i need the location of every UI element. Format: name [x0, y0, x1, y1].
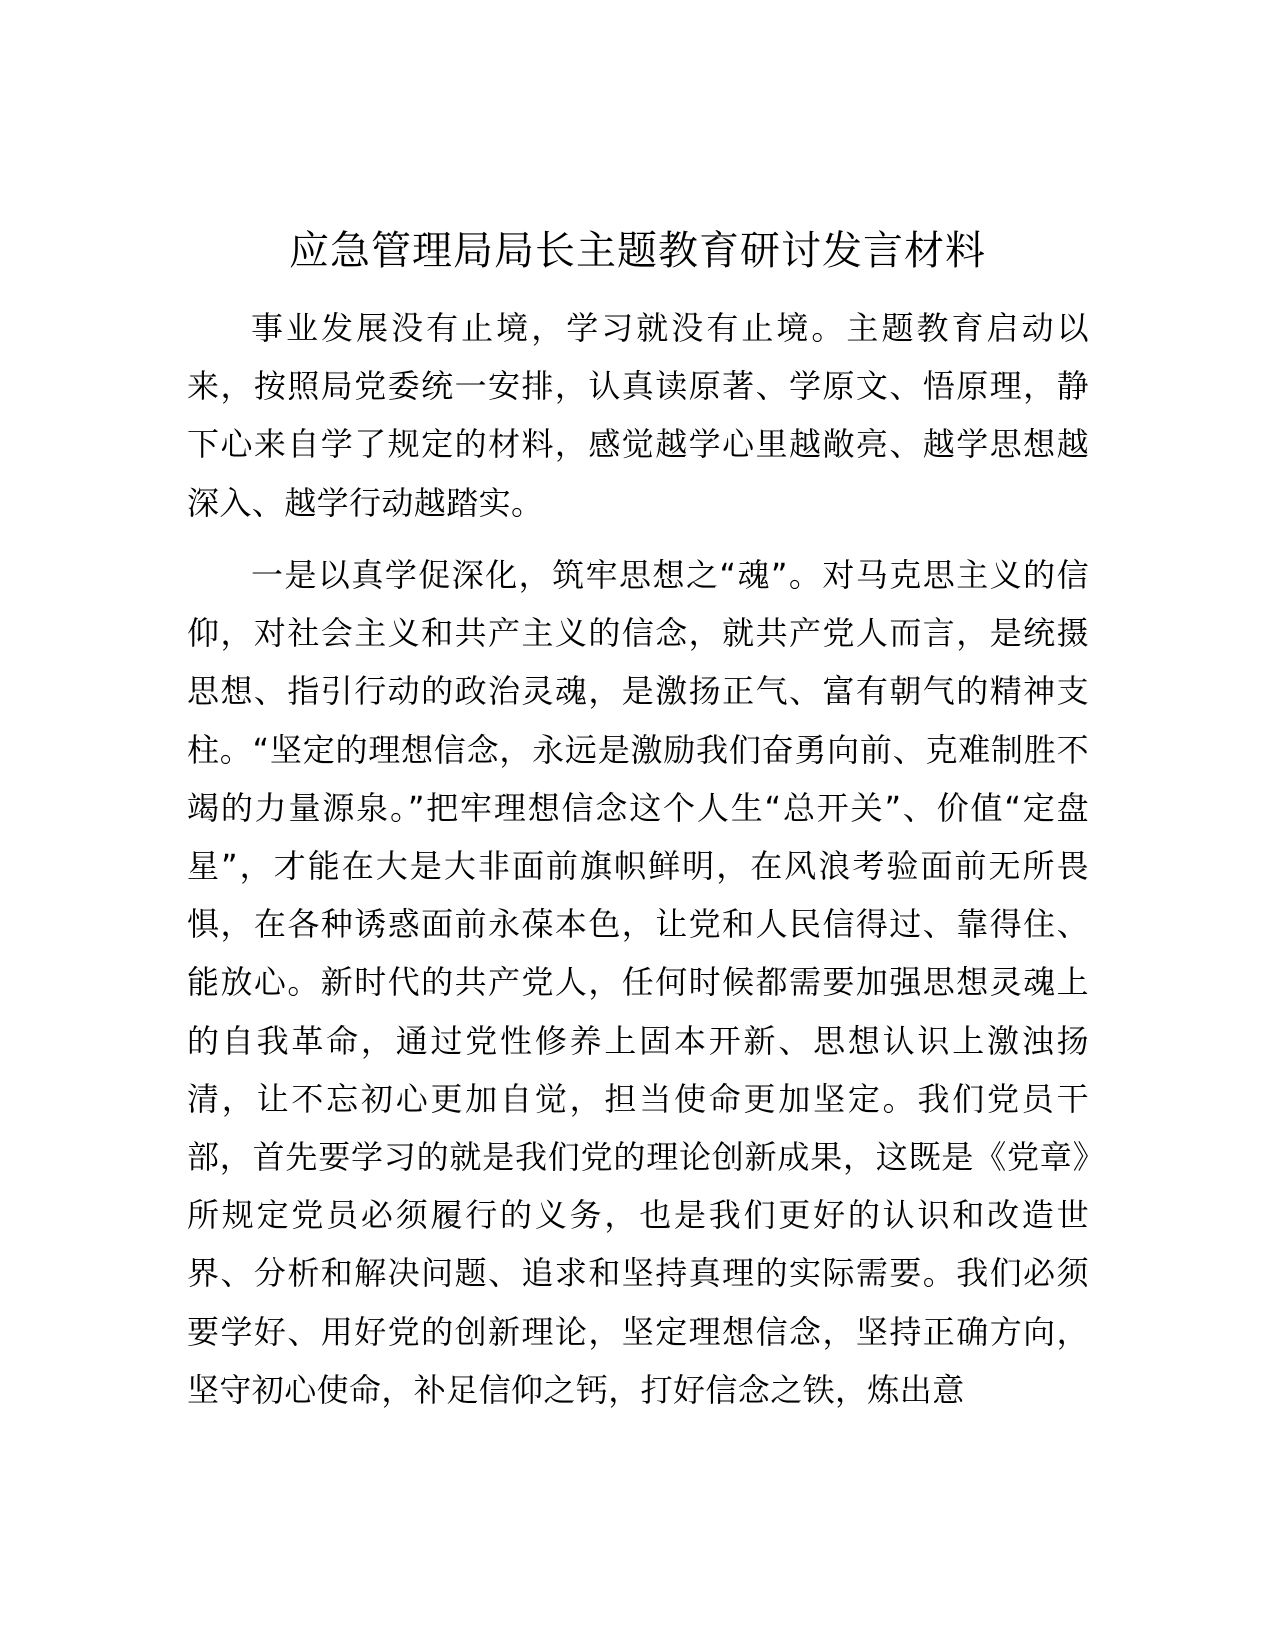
paragraph-first-point: 一是以真学促深化，筑牢思想之“魂”。对马克思主义的信仰，对社会主义和共产主义的信念，就共产党人而言，是统摄思想、指引行动的政治灵魂，是激扬正气、富有朝气的精神支柱。“坚定的理想信念，永远是激励我们奋勇向前、克难制胜不竭的力量源泉。”把牢理想信念这个人生“总开关”、价值“定盘星”，才能在大是大非面前旗帜鲜明，在风浪考验面前无所畏惧，在各种诱惑面前永葆本色，让党和人民信得过、靠得住、能放心。新时代的共产党人，任何时候都需要加强思想灵魂上的自我革命，通过党性修养上固本开新、思想认识上激浊扬清，让不忘初心更加自觉，担当使命更加坚定。我们党员干部，首先要学习的就是我们党的理论创新成果，这既是《党章》所规定党员必须履行的义务，也是我们更好的认识和改造世界、分析和解决问题、追求和坚持真理的实际需要。我们必须要学好、用好党的创新理论，坚定理想信念，坚持正确方向，坚守初心使命，补足信仰之钙，打好信念之铁，炼出意: [187, 556, 1089, 1409]
paragraph-intro: 事业发展没有止境，学习就没有止境。主题教育启动以来，按照局党委统一安排，认真读原著、学原文、悟原理，静下心来自学了规定的材料，感觉越学心里越敞亮、越学思想越深入、越学行动越踏实。: [187, 309, 1089, 522]
document-title: 应急管理局局长主题教育研讨发言材料: [289, 228, 986, 274]
